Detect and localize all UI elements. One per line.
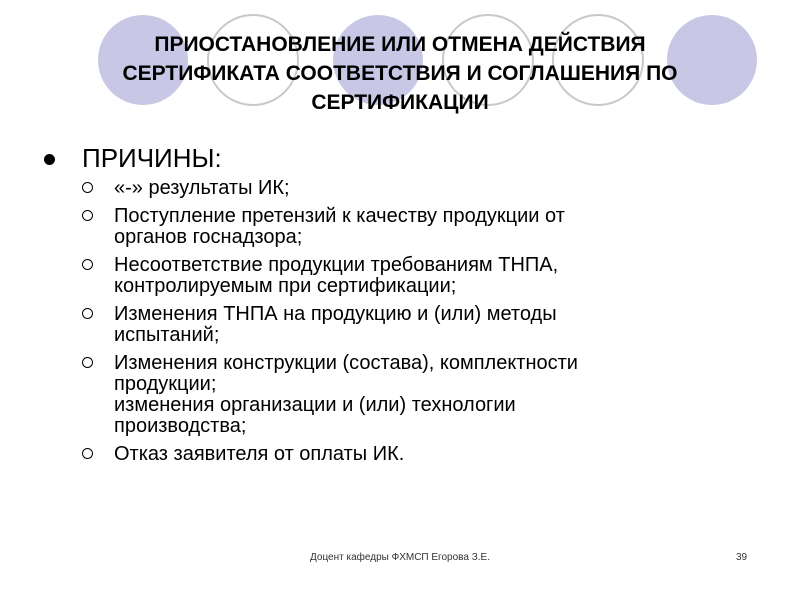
list-item-text: продукции;: [114, 373, 217, 395]
list-item-text: Поступление претензий к качеству продукции от: [114, 205, 565, 227]
ring-bullet-icon: [82, 182, 93, 193]
list-item-text: Отказ заявителя от оплаты ИК.: [114, 443, 405, 465]
main-bullet-label: ПРИЧИНЫ:: [82, 143, 222, 173]
list-item-text: органов госнадзора;: [114, 226, 303, 248]
title-line: СЕРТИФИКАТА СООТВЕТСТВИЯ И СОГЛАШЕНИЯ ПО: [122, 62, 678, 85]
ring-bullet-icon: [82, 210, 93, 221]
list-item-text: испытаний;: [114, 324, 220, 346]
slide-title: [20, 30, 780, 117]
list-item: [80, 304, 770, 346]
list-item: [80, 206, 770, 248]
list-item-text: Изменения ТНПА на продукцию и (или) методы: [114, 303, 557, 325]
ring-bullet-icon: [82, 357, 93, 368]
list-item-text: изменения организации и (или) технологии: [114, 394, 516, 416]
main-bullet-item: [44, 143, 222, 173]
ring-bullet-icon: [82, 259, 93, 270]
list-item-text: «-» результаты ИК;: [114, 177, 290, 199]
ring-bullet-icon: [82, 308, 93, 319]
title-line: СЕРТИФИКАЦИИ: [311, 91, 489, 114]
list-item-text: производства;: [114, 415, 247, 437]
list-item-text: Несоответствие продукции требованиям ТНПА,: [114, 254, 559, 276]
list-item: [80, 178, 770, 199]
title-line: ПРИОСТАНОВЛЕНИЕ ИЛИ ОТМЕНА ДЕЙСТВИЯ: [154, 33, 646, 56]
filled-bullet-icon: [44, 154, 55, 165]
list-item: [80, 255, 770, 297]
list-item: [80, 353, 770, 437]
ring-bullet-icon: [82, 448, 93, 459]
page-number: 39: [736, 552, 748, 563]
list-item-text: контролируемым при сертификации;: [114, 275, 457, 297]
list-item: [80, 444, 770, 465]
slide-footer: Доцент кафедры ФХМСП Егорова З.Е.: [310, 552, 490, 563]
reasons-list: [80, 178, 770, 472]
list-item-text: Изменения конструкции (состава), комплектности: [114, 352, 578, 374]
